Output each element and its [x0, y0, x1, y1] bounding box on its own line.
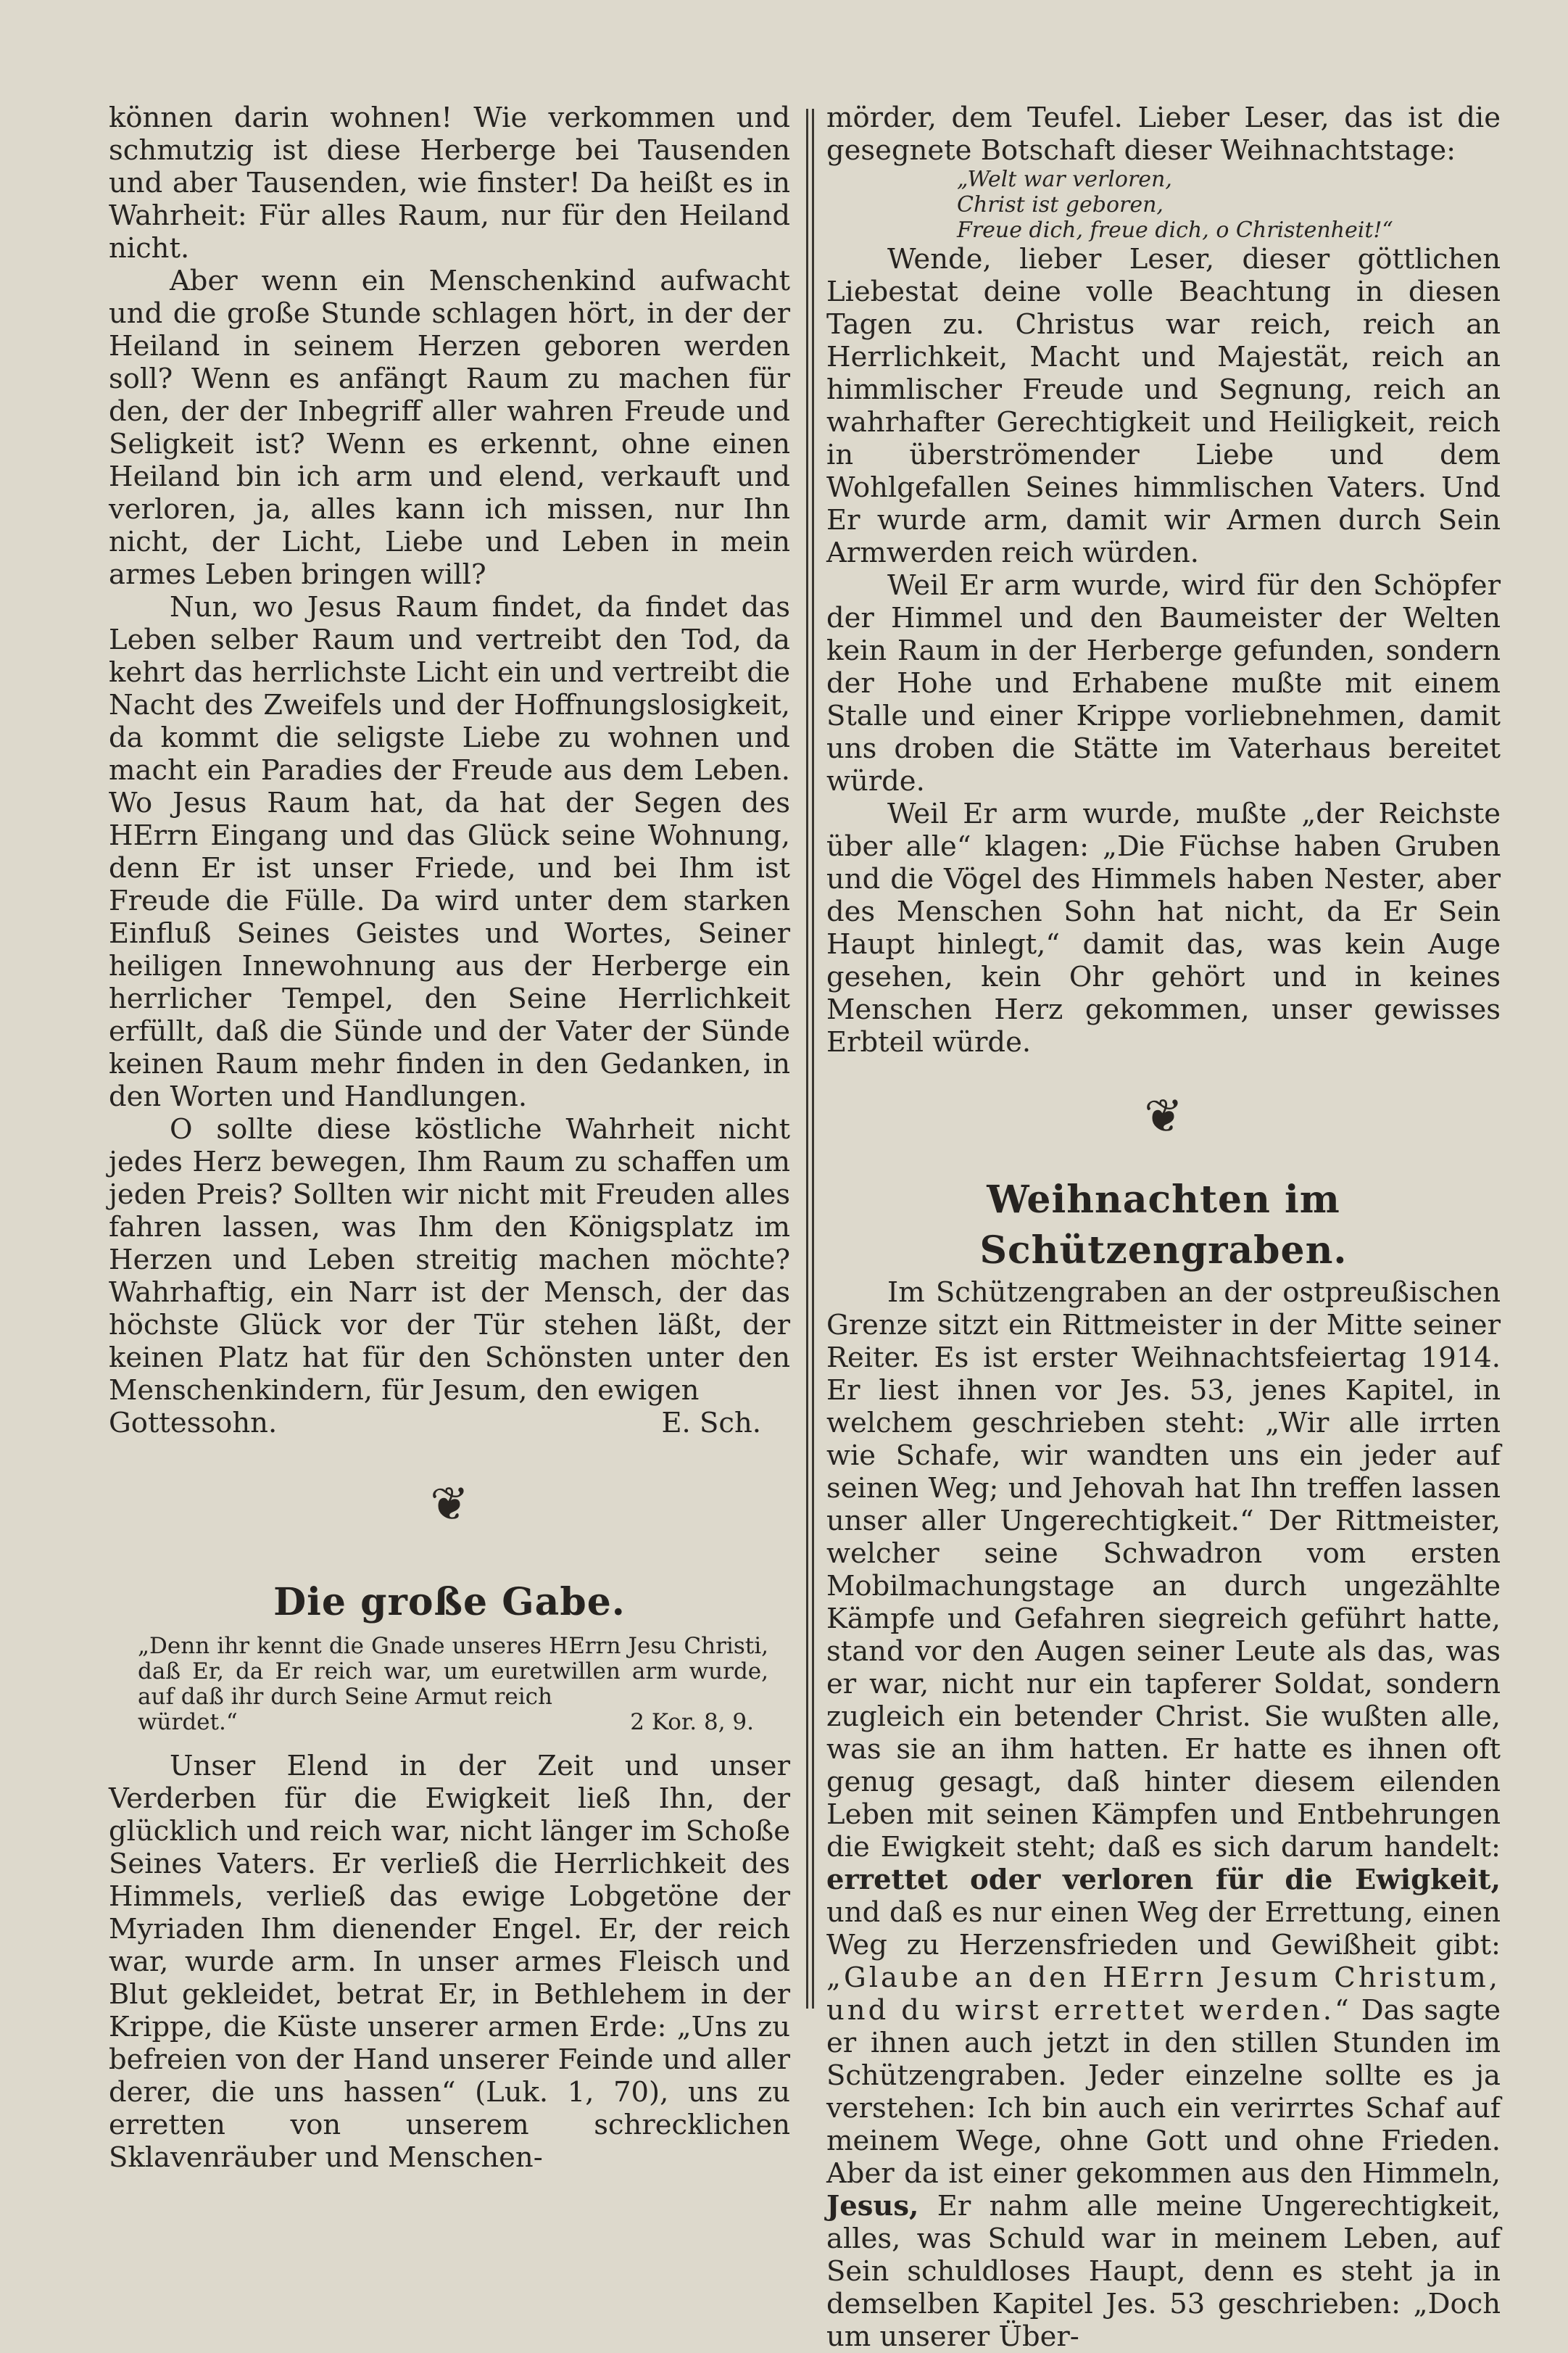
text-run: Er nahm alle meine Ungerechtigkeit, alles, was Schuld war in meinem Leben, auf Sein schuldloses Haupt, denn es steht ja in demselben Kapitel Jes. 53 geschrieben: „Doch um unserer Über-: [826, 2190, 1501, 2353]
paragraph: Wende, lieber Leser, dieser göttlichen Liebestat deine volle Beachtung in diesen Tagen zu. Christus war reich, reich an Herrlichkeit, Macht und Majestät, reich an himmlischer Freude und Segnung, reich an wahrhafter Gerechtigkeit und Heiligkeit, reich in überströmender Liebe und dem Wohlgefallen Seines himmlischen Vaters. Und Er wurde arm, damit wir Armen durch Sein Armwerden reich würden.: [826, 243, 1501, 569]
paragraph-end-with-signature: [109, 1407, 790, 1439]
left-column: [109, 102, 790, 2174]
quote-text: „Denn ihr kennt die Gnade unseres HErrn Jesu Christi, daß Er, da Er reich war, um euretwillen arm wurde, auf daß ihr durch Seine Armut reich: [138, 1633, 768, 1710]
paragraph: Aber wenn ein Menschenkind aufwacht und die große Stunde schlagen hört, in der der Heiland in seinem Herzen geboren werden soll? Wenn es anfängt Raum zu machen für den, der der Inbegriff aller wahren Freude und Seligkeit ist? Wenn es erkennt, ohne einen Heiland bin ich arm und elend, verkauft und verloren, ja, alles kann ich missen, nur Ihn nicht, der Licht, Liebe und Leben in mein armes Leben bringen will?: [109, 265, 790, 591]
right-column: [826, 102, 1501, 2353]
emphasis-spaced: „Glaube an den HErrn Jesum Christum, und du wirst errettet werden.“: [826, 1961, 1501, 2027]
paragraph: Unser Elend in der Zeit und unser Verderben für die Ewigkeit ließ Ihn, der glücklich und reich war, nicht länger im Schoße Seines Vaters. Er verließ die Herrlichkeit des Himmels, verließ das ewige Lobgetöne der Myriaden Ihm dienender Engel. Er, der reich war, wurde arm. In unser armes Fleisch und Blut gekleidet, betrat Er, in Bethlehem in der Krippe, die Küste unserer armen Erde: „Uns zu befreien von der Hand unserer Feinde und aller derer, die uns hassen“ (Luk. 1, 70), uns zu erretten von unserem schrecklichen Sklavenräuber und Menschen-: [109, 1750, 790, 2174]
verse: [826, 167, 1501, 243]
text-run: Im Schützengraben an der ostpreußischen Grenze sitzt ein Rittmeister in der Mitte seiner Reiter. Es ist erster Weihnachtsfeiertag 1914. Er liest ihnen vor Jes. 53, jenes Kapitel, in welchem geschrieben steht: „Wir alle irrten wie Schafe, wir wandten uns ein jeder auf seinen Weg; und Jehovah hat Ihn treffen lassen unser aller Ungerechtigkeit.“ Der Rittmeister, welcher seine Schwadron vom ersten Mobilmachungstage an durch ungezählte Kämpfe und Gefahren siegreich geführt hatte, stand vor den Augen seiner Leute als das, was er war, nicht nur ein tapferer Soldat, sondern zugleich ein betender Christ. Sie wußten alle, was sie an ihm hatten. Er hatte es ihnen oft genug gesagt, daß hinter diesem eilenden Leben mit seinen Kämpfen und Entbehrungen die Ewigkeit steht; daß es sich darum handelt:: [826, 1276, 1501, 1864]
paragraph: Weil Er arm wurde, wird für den Schöpfer der Himmel und den Baumeister der Welten kein Raum in der Herberge gefunden, sondern der Hohe und Erhabene mußte mit einem Stalle und einer Krippe vorliebnehmen, damit uns droben die Stätte im Vaterhaus bereitet würde.: [826, 569, 1501, 798]
bible-reference: 2 Kor. 8, 9.: [630, 1709, 754, 1735]
article-title: Die große Gabe.: [273, 1580, 626, 1624]
paragraph-end: Gottessohn.: [109, 1407, 278, 1439]
epigraph-quote: [109, 1628, 790, 1744]
verse-line: „Welt war verloren,: [957, 167, 1172, 192]
paragraph: Nun, wo Jesus Raum findet, da findet das Leben selber Raum und vertreibt den Tod, da kehrt das herrlichste Licht ein und vertreibt die Nacht des Zweifels und der Hoffnungslosigkeit, da kommt die seligste Liebe zu wohnen und macht ein Paradies der Freude aus dem Leben. Wo Jesus Raum hat, da hat der Segen des HErrn Eingang und das Glück seine Wohnung, denn Er ist unser Friede, und bei Ihm ist Freude die Fülle. Da wird unter dem starken Einfluß Seines Geistes und Wortes, Seiner heiligen Innewohnung aus der Herberge ein herrlicher Tempel, den Seine Herrlichkeit erfüllt, daß die Sünde und der Vater der Sünde keinen Raum mehr finden in den Gedanken, in den Worten und Handlungen.: [109, 591, 790, 1113]
column-divider: [806, 109, 808, 2009]
column-divider: [812, 109, 814, 2009]
paragraph: Weil Er arm wurde, mußte „der Reichste über alle“ klagen: „Die Füchse haben Gruben und die Vögel des Himmels haben Nester, aber des Menschen Sohn hat nicht, da Er Sein Haupt hinlegt,“ damit das, was kein Auge gesehen, kein Ohr gehört und in keines Menschen Herz gekommen, unser gewisses Erbteil würde.: [826, 798, 1501, 1059]
quote-end: würdet.“: [138, 1709, 238, 1735]
text-run: Das sagte er ihnen auch jetzt in den stillen Stunden im Schützengraben. Jeder einzelne sollte es ja verstehen: Ich bin auch ein verirrtes Schaf auf meinem Wege, ohne Gott und ohne Frieden. Aber da ist einer gekommen aus den Himmeln,: [826, 1994, 1501, 2190]
verse-line: Christ ist geboren,: [957, 192, 1163, 218]
paragraph: können darin wohnen! Wie verkommen und schmutzig ist diese Herberge bei Tausenden und aber Tausenden, wie finster! Da heißt es in Wahrheit: Für alles Raum, nur für den Heiland nicht.: [109, 102, 790, 265]
fleuron-ornament: ❦: [1144, 1090, 1183, 1144]
paragraph: O sollte diese köstliche Wahrheit nicht jedes Herz bewegen, Ihm Raum zu schaffen um jeden Preis? Sollten wir nicht mit Freuden alles fahren lassen, was Ihm den Königsplatz im Herzen und Leben streitig machen möchte? Wahrhaftig, ein Narr ist der Mensch, der das höchste Glück vor der Tür stehen läßt, der keinen Platz hat für den Schönsten unter den Menschenkindern, für Jesum, den ewigen: [109, 1113, 790, 1407]
fleuron-ornament: ❦: [430, 1478, 469, 1531]
author-signature: E. Sch.: [661, 1407, 761, 1439]
emphasis-bold: errettet oder verloren für die Ewigkeit,: [826, 1864, 1501, 1896]
paragraph: [826, 1276, 1501, 2353]
paragraph: mörder, dem Teufel. Lieber Leser, das ist die gesegnete Botschaft dieser Weihnachtstage:: [826, 102, 1501, 167]
article-title: Weihnachten im Schützengraben.: [979, 1178, 1348, 1273]
quote-last-line: [138, 1710, 768, 1735]
text-run: und daß es nur einen Weg der Errettung, einen Weg zu Herzensfrieden und Gewißheit gibt:: [826, 1896, 1501, 1961]
emphasis-bold: Jesus,: [826, 2190, 919, 2222]
verse-line: Freue dich, freue dich, o Christenheit!“: [957, 218, 1393, 243]
